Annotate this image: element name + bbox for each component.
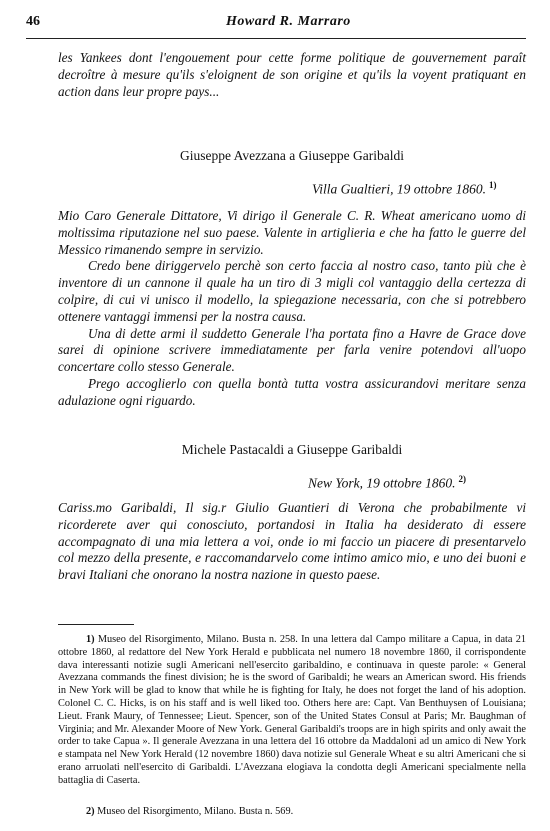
- letter2-dateline-text: New York, 19 ottobre 1860.: [308, 475, 456, 491]
- letter1-body: [58, 208, 526, 410]
- letter1-paragraph: Una di dette armi il suddetto Generale l'ha portata fino a Havre de Grace dove sarei di opinione scrivere immediatamente per farla venire potendovi all'uopo concertare collo stesso Generale.: [58, 325, 526, 375]
- letter1-dateline: [312, 180, 497, 198]
- intro-paragraph: les Yankees dont l'engouement pour cette forme politique de gouvernement paraît decroître à mesure qu'ils s'eloignent de son origine et qu'ils la voyent pratiquant en action dans leur propre pays...: [58, 50, 526, 99]
- footnote-2: [58, 806, 526, 819]
- letter1-paragraph: Mio Caro Generale Dittatore, Vi dirigo il Generale C. R. Wheat americano uomo di moltissima riputazione nel suo paese. Valente in artiglieria e che ha fatto le guerre del Messico rimanendo sempre in servizio.: [58, 208, 526, 257]
- letter2-title: Michele Pastacaldi a Giuseppe Garibaldi: [181, 442, 403, 457]
- footnote-1-text: Museo del Risorgimento, Milano. Busta n. 258. In una lettera dal Campo militare a Capua, in data 21 ottobre 1860, al redattore del New York Herald e pubblicata nel numero 18 novembre 1860, il corrispondente dava interessanti notizie sugli Americani nell'esercito garibaldino, e continuava in queste parole: « General Avezzana commands the finest division; he is the sword of Garibaldi; he wears an American sword. His friends in New York will be glad to know that while he is fighting for Italy, he does not forget the land of his adoption. Colonel C. C. Hicks, is on his staff and is well liked too. Others here are: Capt. Van Benthuysen of Louisiana; Lieut. Frank Maury, of Tennessee; Lieut. Spencer, son of the United States Consul at Paris; Mr. Baughman of Virginia; and Mr. Alexander Moore of New York. General Garibaldi's troops are in high spirits and only await the order to take Capua ». Il generale Avezzana in una lettera del 16 ottobre da Maddaloni ad un amico di New York e stampata nel New York Herald (12 novembre 1860) dava notizie sul Generale Wheat e su altri Americani che si erano arruolati nell'esercito di Garibaldi. L'Avezzana elogiava la condotta degli Americani specialmente nella battaglia di Caserta.: [58, 634, 526, 786]
- footnote-2-text: Museo del Risorgimento, Milano. Busta n. 569.: [97, 806, 294, 817]
- letter1-title: Giuseppe Avezzana a Giuseppe Garibaldi: [180, 148, 404, 163]
- intro-block: [58, 50, 526, 100]
- letter2-paragraph: Cariss.mo Garibaldi, Il sig.r Giulio Guantieri di Verona che probabilmente vi ricorderete aver qui conosciuto, portandosi in Italia ha desiderato di essere accompagnato di una mia lettera a voi, onde io mi faccio un piacere di presentarvelo col mezzo della presente, e raccomandarvelo come intimo amico mio, e uno dei buoni e bravi Italiani che onorano la nostra nazione in questo paese.: [58, 500, 526, 583]
- footnote-2-mark: 2): [86, 806, 95, 817]
- footnote-1-mark: 1): [86, 634, 95, 645]
- letter1-paragraph: Credo bene diriggervelo perchè son certo faccia al nostro caso, tanto più che è inventore di un cannone il quale ha un tiro di 3 migli col vantaggio della certezza di colpire, di cui vi unisco il modello, la spiegazione necessaria, con che si potrebbero ottenere vantaggi immensi per la nostra causa.: [58, 258, 526, 324]
- header-rule: [26, 38, 526, 39]
- letter2-body: [58, 500, 526, 584]
- footnote-1: [58, 634, 526, 788]
- letter2-dateline: [308, 474, 466, 492]
- letter1-dateline-text: Villa Gualtieri, 19 ottobre 1860.: [312, 181, 486, 197]
- letter1-paragraph: Prego accoglierlo con quella bontà tutta vostra assicurandovi meritare senza adulazione ogni riguardo.: [58, 375, 526, 408]
- footnote-rule: [58, 624, 134, 625]
- running-head: Howard R. Marraro: [226, 14, 351, 29]
- page-header: [26, 12, 526, 34]
- page-number: 46: [26, 14, 40, 29]
- letter1-footnote-ref: 1): [489, 180, 497, 190]
- letter2-footnote-ref: 2): [458, 474, 467, 484]
